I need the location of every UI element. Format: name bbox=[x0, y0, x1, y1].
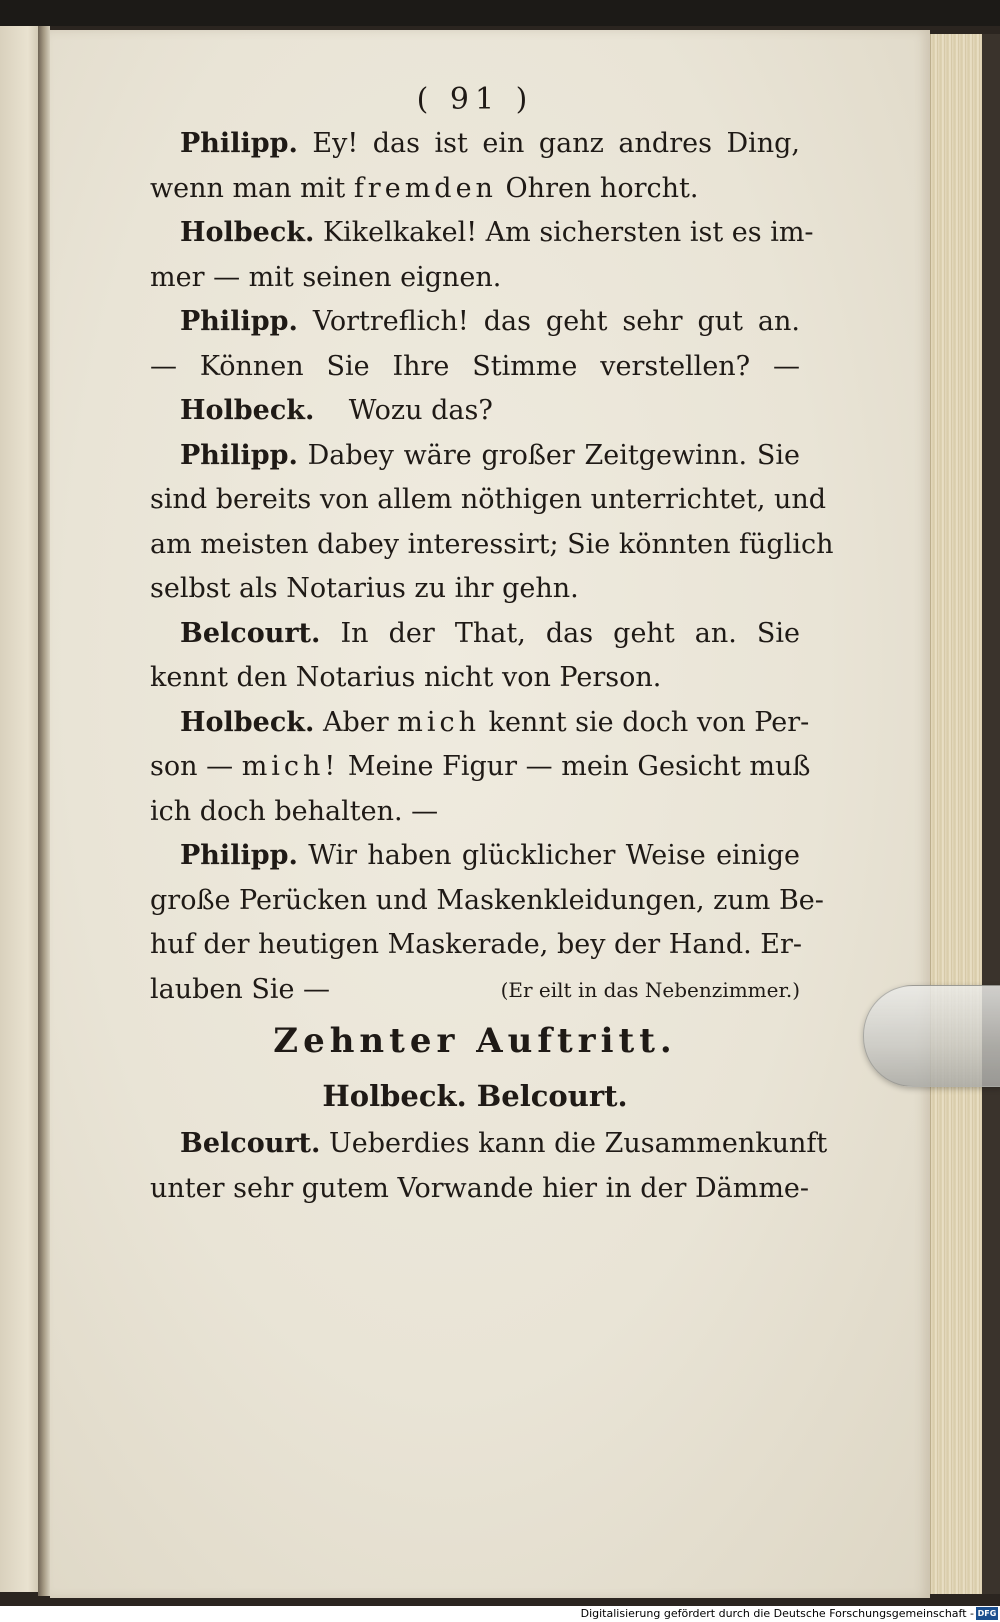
line-text: wenn man mit bbox=[150, 172, 346, 204]
line-text: am meisten dabey interessirt; Sie könnten füglich bbox=[150, 528, 834, 560]
emphasized-text: fremden bbox=[353, 172, 497, 204]
text-line bbox=[150, 567, 800, 612]
text-line bbox=[150, 745, 811, 790]
text-line bbox=[150, 879, 824, 924]
text-line bbox=[150, 345, 800, 390]
text-line bbox=[150, 1122, 828, 1167]
text-line bbox=[150, 389, 800, 434]
page-edge-shadow bbox=[982, 34, 1000, 1594]
line-text: große Perücken und Maskenkleidungen, zum Be- bbox=[150, 884, 824, 916]
line-text: ich doch behalten. — bbox=[150, 795, 439, 827]
page-clip bbox=[863, 985, 1000, 1087]
text-line bbox=[150, 790, 800, 835]
speaker-name: Philipp. bbox=[180, 439, 298, 471]
line-text: Wozu das? bbox=[348, 395, 493, 426]
speaker-name: Holbeck. bbox=[180, 395, 315, 426]
left-page-edge bbox=[0, 26, 40, 1592]
line-text: kennt den Notarius nicht von Person. bbox=[150, 662, 662, 693]
page-stack-edge bbox=[930, 34, 983, 1594]
line-text: Wir haben glücklicher Weise einige bbox=[308, 840, 800, 871]
speaker-name: Philipp. bbox=[180, 128, 298, 159]
emphasized-text: mich bbox=[397, 706, 480, 738]
line-text: Kikelkakel! Am sichersten ist es im- bbox=[322, 217, 814, 248]
line-text: mer — mit seinen eignen. bbox=[150, 261, 502, 293]
text-line bbox=[150, 478, 827, 523]
line-text: — Können Sie Ihre Stimme verstellen? — bbox=[150, 350, 800, 382]
speaker-name: Belcourt. bbox=[180, 1128, 321, 1159]
speaker-name: Philipp. bbox=[180, 306, 298, 337]
text-line bbox=[150, 167, 800, 212]
book-gutter bbox=[38, 26, 50, 1596]
speaker-name: Belcourt. bbox=[180, 617, 321, 649]
stage-direction: (Er eilt in das Nebenzimmer.) bbox=[500, 977, 800, 1002]
text-line bbox=[150, 612, 800, 657]
speaker-name: Philipp. bbox=[180, 840, 298, 871]
line-text: Dabey wäre großer Zeitgewinn. Sie bbox=[307, 439, 800, 471]
line-text: Meine Figur — mein Gesicht muß bbox=[347, 751, 811, 782]
line-text: Ueberdies kann die Zusammenkunft bbox=[329, 1128, 828, 1159]
line-text: Vortreflich! das geht sehr gut an. bbox=[312, 306, 801, 337]
text-line bbox=[150, 701, 810, 746]
text-line bbox=[150, 434, 800, 479]
page-text bbox=[150, 78, 834, 1211]
text-line bbox=[150, 211, 814, 256]
text-line bbox=[150, 968, 800, 1013]
text-line bbox=[150, 523, 834, 568]
text-line bbox=[150, 923, 803, 968]
emphasized-text: mich! bbox=[241, 751, 340, 782]
text-line bbox=[150, 300, 800, 345]
text-line bbox=[150, 834, 800, 879]
footer-credit: Digitalisierung gefördert durch die Deutsche Forschungsgemeinschaft - bbox=[580, 1607, 974, 1620]
text-line bbox=[150, 1167, 810, 1212]
line-text: huf der heutigen Maskerade, bey der Hand. Er- bbox=[150, 929, 803, 960]
scan-top-border bbox=[0, 0, 1000, 26]
line-text: lauben Sie — bbox=[150, 973, 331, 1005]
line-text: kennt sie doch von Per- bbox=[488, 706, 810, 738]
line-text: son — bbox=[150, 751, 234, 782]
speaker-name: Holbeck. bbox=[180, 706, 315, 738]
speaker-name: Holbeck. bbox=[180, 217, 315, 248]
line-text: In der That, das geht an. Sie bbox=[340, 617, 800, 649]
line-text: Ey! das ist ein ganz andres Ding, bbox=[312, 128, 800, 159]
line-text: unter sehr gutem Vorwande hier in der Dämme- bbox=[150, 1172, 810, 1204]
text-line bbox=[150, 256, 800, 301]
line-text: sind bereits von allem nöthigen unterrichtet, und bbox=[150, 484, 827, 515]
text-line bbox=[150, 122, 800, 167]
line-text: selbst als Notarius zu ihr gehn. bbox=[150, 573, 579, 604]
text-line bbox=[150, 656, 800, 701]
scene-heading: Zehnter Auftritt. bbox=[273, 1021, 677, 1061]
line-text: Ohren horcht. bbox=[505, 172, 699, 204]
line-text: Aber bbox=[322, 706, 389, 738]
scene-characters: Holbeck. Belcourt. bbox=[322, 1079, 628, 1113]
dfg-logo: DFG bbox=[977, 1609, 997, 1618]
page-number: ( 91 ) bbox=[416, 82, 534, 117]
